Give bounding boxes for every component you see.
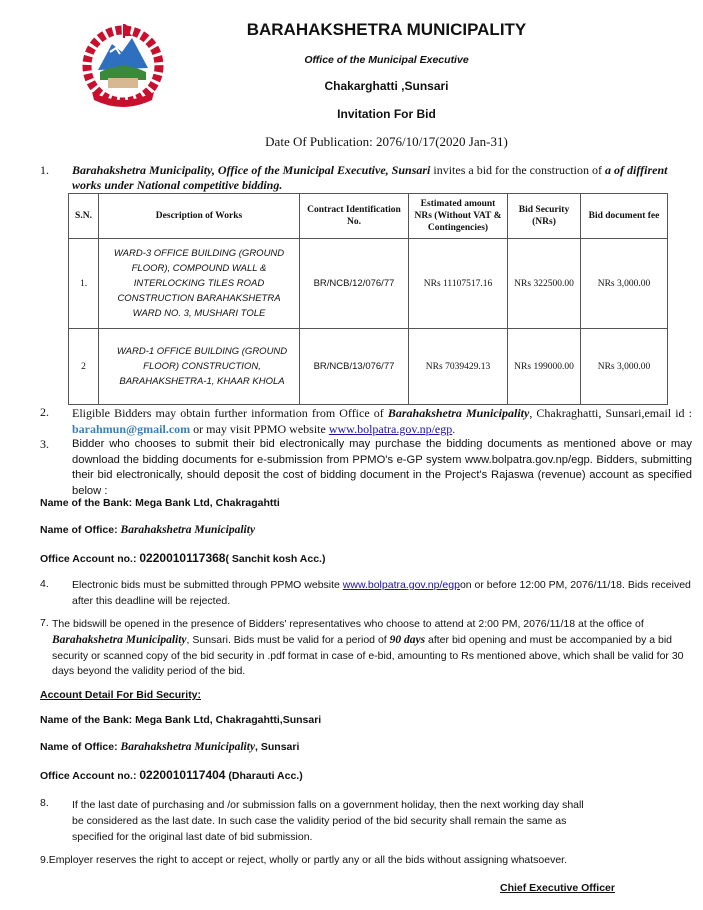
item-2-text: , Chakraghatti, Sunsari,email id : [529,406,692,420]
cell-contract-id: BR/NCB/13/076/77 [300,329,409,405]
cell-bid-security: NRs 322500.00 [508,239,581,329]
item-2-text: or may visit PPMO website [190,422,329,436]
revenue-office-line [40,524,255,536]
cell-description: WARD-3 OFFICE BUILDING (GROUND FLOOR), COMPOUND WALL & INTERLOCKING TILES ROAD CONSTRUCTION BARAHAKSHETRA WARD NO. 3, MUSHARI TOLE [99,239,300,329]
item-number: 4. [40,578,49,590]
item-number: 2. [40,405,49,419]
item-3-paragraph: Bidder who chooses to submit their bid electronically may purchase the bidding documents as mentioned above or may download the bidding documents for e-submission from PPMO's e-GP system www.bolpatra.gov.np/egp. Bidders, submitting their bid electronically, should deposit the cost of bidding document in the Project's Rajaswa (revenue) account as specified below : [72,438,692,497]
account-number: 0220010117368 [139,551,226,565]
security-account-heading: Account Detail For Bid Security: [40,689,202,701]
municipality-name-bold: Barahakshetra Municipality [52,633,187,646]
table-header-row [69,194,668,239]
account-number: 0220010117404 [139,768,226,782]
item-9-text: Employer reserves the right to accept or reject, wholly or partly any or all the bids without assigning whatsoever. [48,854,568,866]
item-1-text: invites a bid for the construction of [430,163,606,177]
municipality-name-bold: Barahakshetra Municipality [387,406,530,420]
header-description: Description of Works [99,194,300,239]
cell-description: WARD-1 OFFICE BUILDING (GROUND FLOOR) CONSTRUCTION, BARAHAKSHETRA-1, KHAAR KHOLA [99,329,300,405]
table-row [69,329,668,405]
item-7-text: The bidswill be opened in the presence of Bidders' representatives who choose to attend at 2:00 PM, 2076/11/18 at the office of [52,618,644,630]
location-line: Chakarghatti ,Sunsari [324,79,449,93]
cell-estimated-amount: NRs 11107517.16 [409,239,508,329]
security-account-line [40,768,303,782]
bidder-intro-bold: Barahakshetra Municipality, Office of the Municipal Executive, Sunsari [72,163,431,177]
cell-sn: 1. [69,239,99,329]
account-label: Office Account no.: [40,553,137,565]
item-1-tail: a of diffirent works under National competitive bidding. [72,163,668,192]
publication-date: Date Of Publication: 2076/10/17(2020 Jan-31) [265,134,508,149]
item-2-paragraph [72,405,692,437]
cell-estimated-amount: NRs 7039429.13 [409,329,508,405]
office-value: Barahakshetra Municipality [120,741,256,753]
header-sn: S.N. [69,194,99,239]
table-row [69,239,668,329]
security-office-line [40,741,299,753]
item-number: 1. [40,163,49,177]
office-subtitle: Office of the Municipal Executive [304,54,469,66]
account-note: ( Sanchit kosh Acc.) [225,553,326,565]
item-4-paragraph [72,578,692,609]
header-contract-id: Contract Identification No. [300,194,409,239]
item-number: 9. [40,854,49,866]
item-1-paragraph [72,163,692,193]
works-table [68,193,668,405]
header-bid-document-fee: Bid document fee [581,194,668,239]
validity-days-bold: 90 days [389,633,426,646]
cell-bid-security: NRs 199000.00 [508,329,581,405]
item-4-text: Electronic bids must be submitted through PPMO website [72,579,343,591]
bank-value: Mega Bank Ltd, Chakragahtti [132,497,280,509]
document-type: Invitation For Bid [337,107,436,121]
cell-contract-id: BR/NCB/12/076/77 [300,239,409,329]
revenue-account-line [40,551,325,565]
ppmo-website-link[interactable]: www.bolpatra.gov.np/egp [328,422,453,436]
ppmo-website-link[interactable]: www.bolpatra.gov.np/egp [342,579,460,591]
account-label: Office Account no.: [40,770,137,782]
office-label: Name of Office: [40,524,118,536]
bank-label: Name of the Bank: [40,497,133,509]
cell-bid-document-fee: NRs 3,000.00 [581,329,668,405]
bank-value: Mega Bank Ltd, Chakragahtti,Sunsari [132,714,322,726]
item-2-text: Eligible Bidders may obtain further information from Office of [72,406,388,420]
cell-bid-document-fee: NRs 3,000.00 [581,239,668,329]
cell-sn: 2 [69,329,99,405]
item-number: 3. [40,437,49,451]
item-number: 8. [40,797,49,809]
item-2-text: . [452,422,456,436]
header-bid-security: Bid Security (NRs) [508,194,581,239]
office-value: Barahakshetra Municipality [120,524,256,536]
item-number: 7. [40,617,49,629]
item-4-text: on or before 12:00 PM, 2076/11/18. Bids received after this deadline will be rejected. [72,579,691,607]
office-suffix: , Sunsari [255,741,300,753]
header-estimated-amount: Estimated amount NRs (Without VAT & Contingencies) [409,194,508,239]
email-link[interactable]: barahmun@gmail.com [72,422,191,436]
bank-label: Name of the Bank: [40,714,133,726]
item-7-paragraph [52,617,692,680]
item-7-text: , Sunsari. Bids must be valid for a period of [186,633,390,646]
item-7-text: after bid opening and must be accompanied by a bid security or scanned copy of the bid security in .pdf format in case of e-bid, amounting to Rs mentioned above, which shall be valid for 30 days beyond the validity period of the bid. [52,633,684,678]
office-label: Name of Office: [40,741,118,753]
municipality-title: BARAHAKSHETRA MUNICIPALITY [246,20,527,39]
account-note: (Dharauti Acc.) [225,770,303,782]
revenue-bank-line [40,497,280,509]
item-8-paragraph: If the last date of purchasing and /or submission falls on a government holiday, then the next working day shall be considered as the last date. In such case the validity period of the bid security shall remain the same as specified for the original last date of bid submission. [72,799,584,843]
signature-title: Chief Executive Officer [500,882,615,894]
item-9-line [40,854,567,866]
security-bank-line [40,714,321,726]
